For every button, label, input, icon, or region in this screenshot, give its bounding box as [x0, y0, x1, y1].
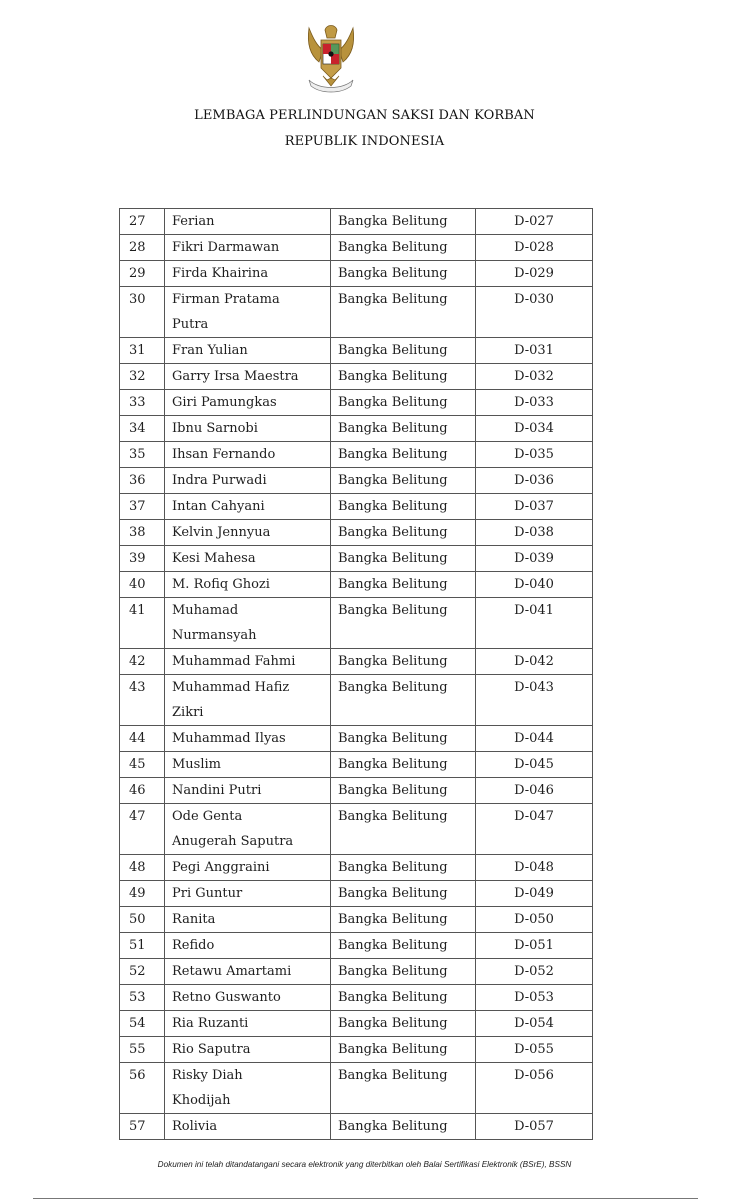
row-number: 44: [120, 726, 165, 752]
region: Bangka Belitung: [331, 598, 476, 649]
table-row: [120, 855, 593, 881]
participant-name-line: Ria Ruzanti: [172, 1016, 249, 1031]
table-row: [120, 726, 593, 752]
participant-code: D-041: [476, 598, 593, 649]
table-row: [120, 778, 593, 804]
participant-name: [165, 675, 331, 726]
row-number: 56: [120, 1063, 165, 1114]
table-row: [120, 959, 593, 985]
participant-name: [165, 855, 331, 881]
participant-name: [165, 572, 331, 598]
table-row: [120, 520, 593, 546]
participant-code: D-028: [476, 235, 593, 261]
region: Bangka Belitung: [331, 572, 476, 598]
participant-code: D-033: [476, 390, 593, 416]
participant-name: [165, 985, 331, 1011]
participant-code: D-048: [476, 855, 593, 881]
table-row: [120, 546, 593, 572]
participant-name-line: M. Rofiq Ghozi: [172, 577, 270, 592]
garuda-emblem-icon: [305, 20, 357, 98]
participant-name: [165, 598, 331, 649]
participant-name: [165, 442, 331, 468]
row-number: 39: [120, 546, 165, 572]
region: Bangka Belitung: [331, 778, 476, 804]
region: Bangka Belitung: [331, 752, 476, 778]
region: Bangka Belitung: [331, 933, 476, 959]
participant-name: [165, 261, 331, 287]
row-number: 28: [120, 235, 165, 261]
agency-subtitle: REPUBLIK INDONESIA: [284, 134, 445, 149]
region: Bangka Belitung: [331, 1011, 476, 1037]
table-row: [120, 675, 593, 726]
participant-name-line: Retawu Amartami: [172, 964, 292, 979]
participant-name-line: Anugerah Saputra: [172, 834, 294, 849]
region: Bangka Belitung: [331, 209, 476, 235]
table-row: [120, 494, 593, 520]
participant-name: [165, 726, 331, 752]
participant-code: D-032: [476, 364, 593, 390]
table-row: [120, 261, 593, 287]
participant-name: [165, 649, 331, 675]
participant-code: D-057: [476, 1114, 593, 1140]
participant-name: [165, 804, 331, 855]
row-number: 31: [120, 338, 165, 364]
participant-code: D-038: [476, 520, 593, 546]
row-number: 41: [120, 598, 165, 649]
row-number: 49: [120, 881, 165, 907]
table-row: [120, 416, 593, 442]
table-row: [120, 649, 593, 675]
table-row: [120, 1063, 593, 1114]
region: Bangka Belitung: [331, 364, 476, 390]
participant-code: D-054: [476, 1011, 593, 1037]
participant-name-line: Zikri: [172, 705, 204, 720]
participant-name-line: Pegi Anggraini: [172, 860, 270, 875]
row-number: 29: [120, 261, 165, 287]
participant-name: [165, 209, 331, 235]
agency-title: LEMBAGA PERLINDUNGAN SAKSI DAN KORBAN: [194, 108, 535, 123]
row-number: 30: [120, 287, 165, 338]
participant-name: [165, 338, 331, 364]
participant-code: D-031: [476, 338, 593, 364]
participant-name: [165, 390, 331, 416]
participant-name-line: Risky Diah: [172, 1068, 243, 1083]
participant-name: [165, 752, 331, 778]
region: Bangka Belitung: [331, 468, 476, 494]
region: Bangka Belitung: [331, 1037, 476, 1063]
participant-name-line: Giri Pamungkas: [172, 395, 277, 410]
participant-code: D-056: [476, 1063, 593, 1114]
table-row: [120, 1011, 593, 1037]
participant-name-line: Ode Genta: [172, 809, 243, 824]
participant-name: [165, 494, 331, 520]
participant-code: D-040: [476, 572, 593, 598]
table-row: [120, 235, 593, 261]
participant-name-line: Khodijah: [172, 1093, 231, 1108]
table-row: [120, 209, 593, 235]
participant-name: [165, 907, 331, 933]
table-row: [120, 985, 593, 1011]
participant-code: D-055: [476, 1037, 593, 1063]
participant-name-line: Kesi Mahesa: [172, 551, 256, 566]
table-row: [120, 338, 593, 364]
participant-code: D-027: [476, 209, 593, 235]
participant-name-line: Rolivia: [172, 1119, 218, 1134]
participant-name: [165, 933, 331, 959]
table-row: [120, 907, 593, 933]
participant-name-line: Nurmansyah: [172, 628, 257, 643]
table-row: [120, 364, 593, 390]
row-number: 42: [120, 649, 165, 675]
region: Bangka Belitung: [331, 287, 476, 338]
participant-code: D-052: [476, 959, 593, 985]
participant-name-line: Muhammad Hafiz: [172, 680, 290, 695]
row-number: 27: [120, 209, 165, 235]
region: Bangka Belitung: [331, 520, 476, 546]
row-number: 32: [120, 364, 165, 390]
participant-name-line: Ferian: [172, 214, 215, 229]
row-number: 54: [120, 1011, 165, 1037]
participant-name-line: Kelvin Jennyua: [172, 525, 271, 540]
participant-name: [165, 881, 331, 907]
region: Bangka Belitung: [331, 494, 476, 520]
table-row: [120, 390, 593, 416]
table-row: [120, 1037, 593, 1063]
participant-name-line: Garry Irsa Maestra: [172, 369, 299, 384]
table-row: [120, 933, 593, 959]
table-row: [120, 752, 593, 778]
participant-name: [165, 364, 331, 390]
region: Bangka Belitung: [331, 649, 476, 675]
table-row: [120, 1114, 593, 1140]
participant-name-line: Muhamad: [172, 603, 239, 618]
participant-name: [165, 520, 331, 546]
participant-name: [165, 1011, 331, 1037]
participant-name-line: Ibnu Sarnobi: [172, 421, 258, 436]
row-number: 37: [120, 494, 165, 520]
participant-name: [165, 546, 331, 572]
participant-name-line: Firda Khairina: [172, 266, 269, 281]
participant-code: D-045: [476, 752, 593, 778]
region: Bangka Belitung: [331, 855, 476, 881]
region: Bangka Belitung: [331, 907, 476, 933]
row-number: 47: [120, 804, 165, 855]
participant-code: D-044: [476, 726, 593, 752]
table-row: [120, 468, 593, 494]
participant-name-line: Pri Guntur: [172, 886, 243, 901]
participant-name: [165, 1114, 331, 1140]
participant-name-line: Firman Pratama: [172, 292, 280, 307]
region: Bangka Belitung: [331, 338, 476, 364]
footer-divider: [33, 1198, 698, 1199]
participant-name: [165, 1063, 331, 1114]
participant-name-line: Fikri Darmawan: [172, 240, 280, 255]
participant-name-line: Fran Yulian: [172, 343, 248, 358]
participant-name: [165, 468, 331, 494]
table-row: [120, 442, 593, 468]
participant-code: D-037: [476, 494, 593, 520]
row-number: 45: [120, 752, 165, 778]
participant-code: D-030: [476, 287, 593, 338]
participant-code: D-036: [476, 468, 593, 494]
region: Bangka Belitung: [331, 261, 476, 287]
row-number: 33: [120, 390, 165, 416]
region: Bangka Belitung: [331, 416, 476, 442]
region: Bangka Belitung: [331, 985, 476, 1011]
participant-name: [165, 416, 331, 442]
participant-code: D-049: [476, 881, 593, 907]
region: Bangka Belitung: [331, 546, 476, 572]
row-number: 50: [120, 907, 165, 933]
participant-name: [165, 778, 331, 804]
region: Bangka Belitung: [331, 959, 476, 985]
participant-name: [165, 287, 331, 338]
participant-name-line: Putra: [172, 317, 209, 332]
region: Bangka Belitung: [331, 1114, 476, 1140]
participant-code: D-039: [476, 546, 593, 572]
participant-name-line: Ranita: [172, 912, 216, 927]
participant-name-line: Muhammad Fahmi: [172, 654, 296, 669]
table-row: [120, 804, 593, 855]
region: Bangka Belitung: [331, 726, 476, 752]
participant-name-line: Rio Saputra: [172, 1042, 251, 1057]
participant-name: [165, 959, 331, 985]
participant-name-line: Nandini Putri: [172, 783, 262, 798]
participant-name-line: Muhammad Ilyas: [172, 731, 286, 746]
row-number: 55: [120, 1037, 165, 1063]
participant-name-line: Muslim: [172, 757, 221, 772]
participant-table: [119, 208, 593, 1140]
electronic-signature-note: Dokumen ini telah ditandatangani secara elektronik yang diterbitkan oleh Balai Sertifikasi Elektronik (BSrE), BSSN: [157, 1160, 572, 1169]
participant-name-line: Refido: [172, 938, 215, 953]
region: Bangka Belitung: [331, 390, 476, 416]
row-number: 35: [120, 442, 165, 468]
row-number: 34: [120, 416, 165, 442]
participant-code: D-046: [476, 778, 593, 804]
row-number: 52: [120, 959, 165, 985]
row-number: 46: [120, 778, 165, 804]
participant-name: [165, 1037, 331, 1063]
participant-name-line: Indra Purwadi: [172, 473, 267, 488]
row-number: 38: [120, 520, 165, 546]
row-number: 57: [120, 1114, 165, 1140]
region: Bangka Belitung: [331, 804, 476, 855]
region: Bangka Belitung: [331, 675, 476, 726]
participant-code: D-042: [476, 649, 593, 675]
participant-code: D-043: [476, 675, 593, 726]
row-number: 40: [120, 572, 165, 598]
participant-code: D-053: [476, 985, 593, 1011]
row-number: 51: [120, 933, 165, 959]
region: Bangka Belitung: [331, 235, 476, 261]
row-number: 48: [120, 855, 165, 881]
participant-code: D-051: [476, 933, 593, 959]
participant-code: D-035: [476, 442, 593, 468]
participant-code: D-034: [476, 416, 593, 442]
participant-name: [165, 235, 331, 261]
participant-name-line: Intan Cahyani: [172, 499, 265, 514]
participant-name-line: Ihsan Fernando: [172, 447, 276, 462]
table-row: [120, 881, 593, 907]
table-row: [120, 572, 593, 598]
row-number: 36: [120, 468, 165, 494]
table-row: [120, 287, 593, 338]
participant-table-body: [120, 209, 593, 1140]
participant-code: D-029: [476, 261, 593, 287]
participant-code: D-047: [476, 804, 593, 855]
region: Bangka Belitung: [331, 1063, 476, 1114]
participant-name-line: Retno Guswanto: [172, 990, 281, 1005]
region: Bangka Belitung: [331, 881, 476, 907]
region: Bangka Belitung: [331, 442, 476, 468]
participant-code: D-050: [476, 907, 593, 933]
row-number: 53: [120, 985, 165, 1011]
table-row: [120, 598, 593, 649]
row-number: 43: [120, 675, 165, 726]
